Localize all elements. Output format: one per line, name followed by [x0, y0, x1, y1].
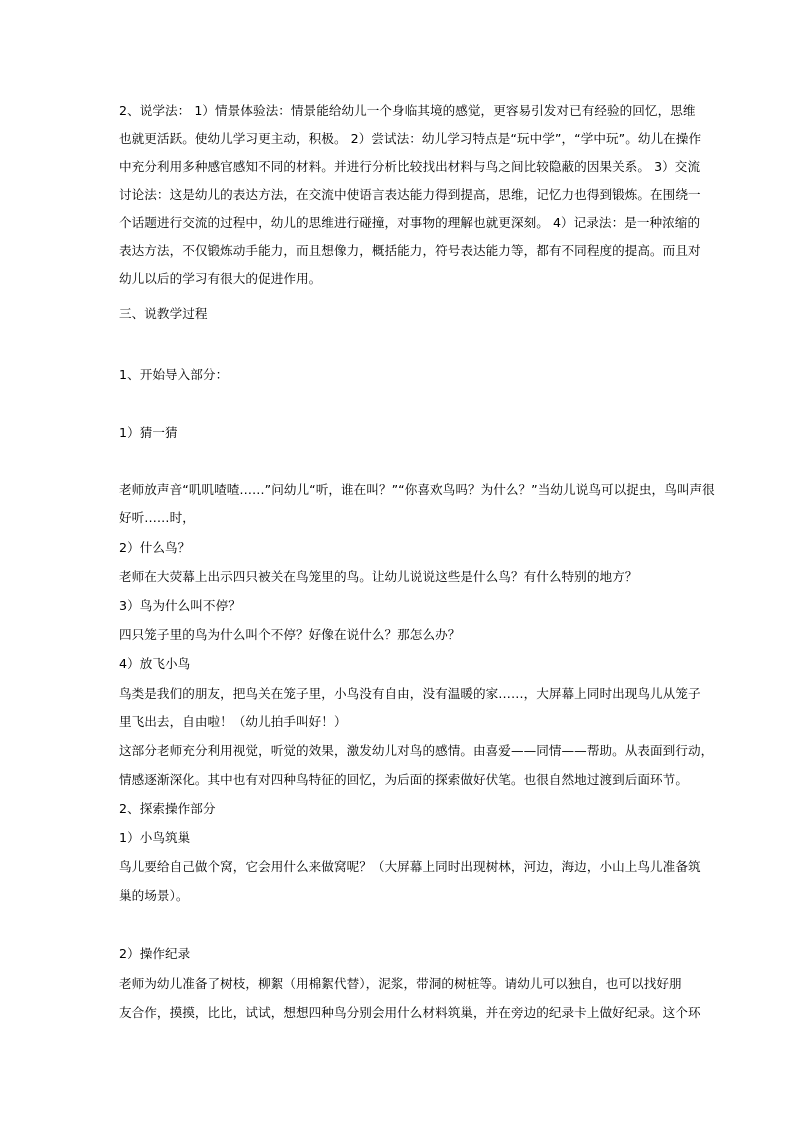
section-heading: 三、说教学过程 — [119, 306, 208, 321]
subsection-heading: 2、探索操作部分 — [119, 801, 216, 816]
item-heading: 4）放飞小鸟 — [119, 656, 191, 671]
paragraph-line: 友合作，摸摸，比比，试试，想想四种鸟分别会用什么材料筑巢，并在旁边的纪录卡上做好纪录。这个环 — [119, 1005, 701, 1020]
item-heading: 2）操作纪录 — [119, 946, 191, 961]
paragraph-line: 里飞出去，自由啦！（幼儿拍手叫好！） — [119, 714, 347, 729]
paragraph-line: 幼儿以后的学习有很大的促进作用。 — [119, 271, 322, 286]
item-heading: 1）猜一猜 — [119, 425, 178, 440]
paragraph-line: 鸟类是我们的朋友，把鸟关在笼子里，小鸟没有自由，没有温暖的家……，大屏幕上同时出现鸟儿从笼子 — [119, 686, 701, 701]
paragraph-line: 这部分老师充分利用视觉，听觉的效果，激发幼儿对鸟的感情。由喜爱——同情——帮助。从表面到行动， — [119, 743, 714, 758]
paragraph-line: 老师放声音“叽叽喳喳……”问幼儿“听，谁在叫？”“你喜欢鸟吗？为什么？”当幼儿说鸟可以捉虫，鸟叫声很 — [119, 482, 715, 497]
paragraph-line: 老师在大荧幕上出示四只被关在鸟笼里的鸟。让幼儿说说这些是什么鸟？有什么特别的地方？ — [119, 569, 638, 584]
paragraph-line: 也就更活跃。使幼儿学习更主动，积极。 2）尝试法：幼儿学习特点是“玩中学”，“学中玩”。幼儿在操作 — [119, 131, 702, 146]
paragraph-line: 四只笼子里的鸟为什么叫个不停？好像在说什么？那怎么办？ — [119, 627, 461, 642]
paragraph-line: 好听……时， — [119, 510, 195, 525]
paragraph-line: 讨论法：这是幼儿的表达方法，在交流中使语言表达能力得到提高，思维，记忆力也得到锻炼。在围绕一 — [119, 187, 701, 202]
paragraph-line: 中充分利用多种感官感知不同的材料。并进行分析比较找出材料与鸟之间比较隐蔽的因果关系。 3）交流 — [119, 159, 701, 174]
paragraph-line: 鸟儿要给自己做个窝，它会用什么来做窝呢？（大屏幕上同时出现树林，河边，海边，小山上鸟儿准备筑 — [119, 859, 701, 874]
paragraph-line: 巢的场景）。 — [119, 888, 189, 903]
paragraph-line: 2、说学法： 1）情景体验法：情景能给幼儿一个身临其境的感觉，更容易引发对已有经验的回忆，思维 — [119, 103, 696, 118]
item-heading: 3）鸟为什么叫不停？ — [119, 598, 241, 613]
item-heading: 1）小鸟筑巢 — [119, 830, 191, 845]
paragraph-line: 老师为幼儿准备了树枝，柳絮（用棉絮代替），泥浆，带洞的树桩等。请幼儿可以独自，也可以找好朋 — [119, 976, 682, 991]
paragraph-line: 表达方法，不仅锻炼动手能力，而且想像力，概括能力，符号表达能力等，都有不同程度的提高。而且对 — [119, 243, 701, 258]
paragraph-line: 情感逐渐深化。其中也有对四种鸟特征的回忆，为后面的探索做好伏笔。也很自然地过渡到后面环节。 — [119, 772, 688, 787]
item-heading: 2）什么鸟？ — [119, 540, 191, 555]
subsection-heading: 1、开始导入部分： — [119, 367, 229, 382]
paragraph-line: 个话题进行交流的过程中，幼儿的思维进行碰撞，对事物的理解也就更深刻。 4）记录法：是一种浓缩的 — [119, 215, 701, 230]
